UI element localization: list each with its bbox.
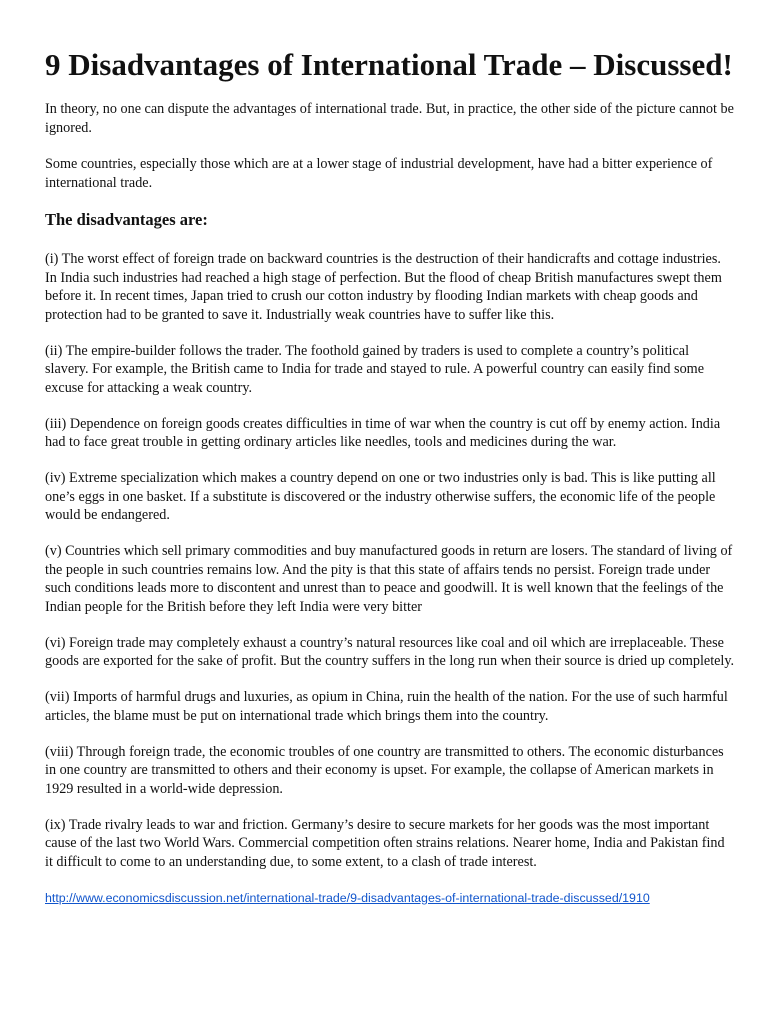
source-link[interactable]: http://www.economicsdiscussion.net/international-trade/9-disadvantages-of-international-trade-discussed/1910 [45, 890, 650, 905]
list-item: (iii) Dependence on foreign goods creates difficulties in time of war when the country is cut off by enemy action. India had to face great trouble in getting ordinary articles like needles, tools and medicines during the war. [45, 415, 721, 450]
section-heading: The disadvantages are: [45, 210, 208, 229]
disadvantages-list [45, 250, 735, 871]
list-item: (vi) Foreign trade may completely exhaust a country’s natural resources like coal and oil which are irreplaceable. These goods are exported for the sake of profit. But the country suffers in the long run when their source is dried up completely. [45, 634, 735, 669]
list-item: (v) Countries which sell primary commodities and buy manufactured goods in return are losers. The standard of living of the people in such countries remains low. And the pity is that this state of affairs tends no persist. Foreign trade under such conditions leads more to discontent and unrest than to peace and goodwill. It is well known that the feelings of the Indian people for the British before they left India were very bitter [45, 543, 733, 615]
intro-paragraph: Some countries, especially those which are at a lower stage of industrial development, have had a bitter experience of international trade. [45, 156, 713, 191]
list-item: (ix) Trade rivalry leads to war and friction. Germany’s desire to secure markets for her goods was the most important cause of the last two World Wars. Commercial competition often strains relations. Nearer home, India and Pakistan find it difficult to come to an understanding due, to some extent, to a clash of trade interest. [45, 816, 725, 870]
document-page [45, 46, 735, 907]
page-title: 9 Disadvantages of International Trade – Discussed! [45, 47, 733, 82]
intro-paragraph: In theory, no one can dispute the advantages of international trade. But, in practice, the other side of the picture cannot be ignored. [45, 101, 734, 136]
list-item: (ii) The empire-builder follows the trader. The foothold gained by traders is used to complete a country’s political slavery. For example, the British came to India for trade and stayed to rule. A powerful country can easily find some excuse for attacking a weak country. [45, 342, 704, 396]
list-item: (iv) Extreme specialization which makes a country depend on one or two industries only is bad. This is like putting all one’s eggs in one basket. If a substitute is discovered or the industry otherwise suffers, the economic life of the people would be endangered. [45, 470, 716, 523]
list-item: (viii) Through foreign trade, the economic troubles of one country are transmitted to others. The economic disturbances in one country are transmitted to others and their economy is upset. For example, the collapse of American markets in 1929 resulted in a world-wide depression. [45, 743, 724, 797]
list-item: (vii) Imports of harmful drugs and luxuries, as opium in China, ruin the health of the nation. For the use of such harmful articles, the blame must be put on international trade which brings them into the country. [45, 689, 728, 724]
list-item: (i) The worst effect of foreign trade on backward countries is the destruction of their handicrafts and cottage industries. In India such industries had reached a high stage of perfection. But the flood of cheap British manufactures swept them before it. In recent times, Japan tried to crush our cotton industry by flooding Indian markets with cheap goods and protection had to be granted to save it. Industrially weak countries have to suffer like this. [45, 251, 722, 323]
